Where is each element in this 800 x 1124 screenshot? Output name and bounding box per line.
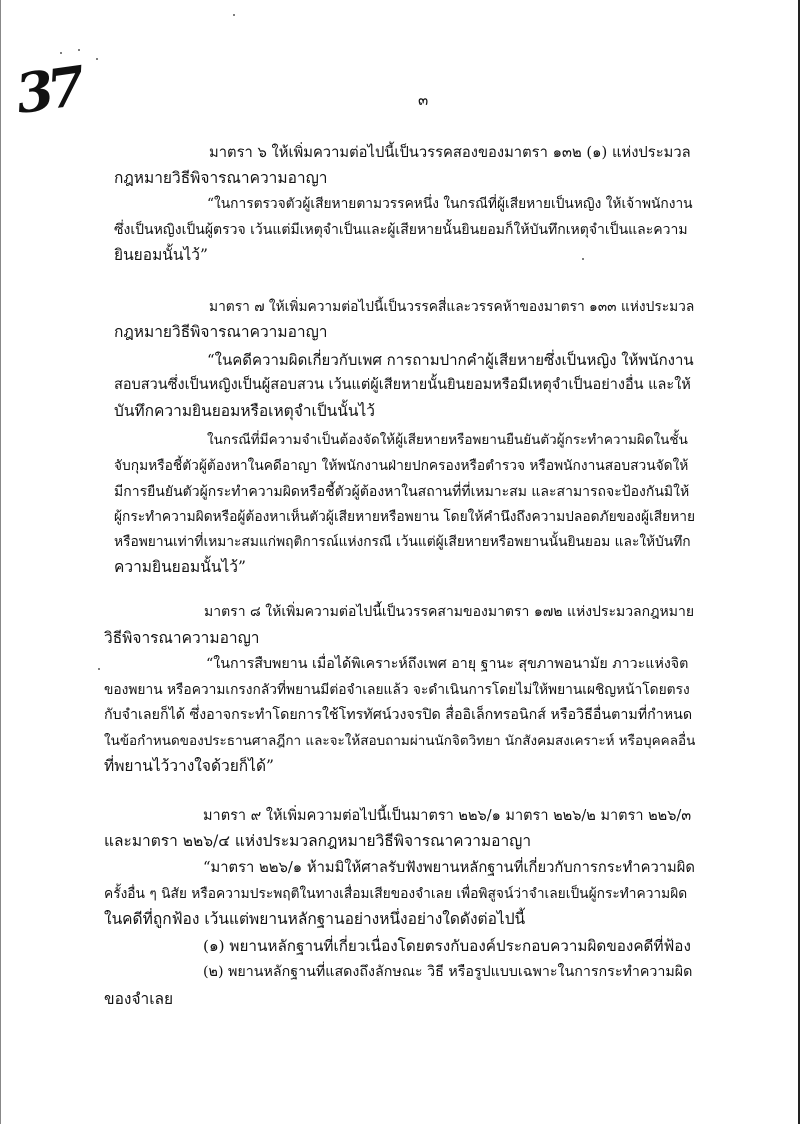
scan-speck bbox=[96, 58, 98, 60]
text-line: ครั้งอื่น ๆ นิสัย หรือความประพฤติในทางเสื่อมเสียของจำเลย เพื่อพิสูจน์ว่าจำเลยเป็นผู้กระทำความผิด bbox=[104, 886, 688, 902]
scan-speck bbox=[78, 49, 80, 51]
text-line: “ในการสืบพยาน เมื่อได้พิเคราะห์ถึงเพศ อายุ ฐานะ สุขภาพอนามัย ภาวะแห่งจิต bbox=[206, 656, 689, 672]
text-line: มาตรา ๙ ให้เพิ่มความต่อไปนี้เป็นมาตรา ๒๒๖/๑ มาตรา ๒๒๖/๒ มาตรา ๒๒๖/๓ bbox=[203, 808, 692, 824]
text-line: มาตรา ๗ ให้เพิ่มความต่อไปนี้เป็นวรรคสี่และวรรคห้าของมาตรา ๑๓๓ แห่งประมวล bbox=[209, 299, 695, 315]
text-line: วิธีพิจารณาความอาญา bbox=[104, 629, 260, 647]
scan-speck bbox=[98, 668, 100, 670]
text-line: กับจำเลยก็ได้ ซึ่งอาจกระทำโดยการใช้โทรทัศน์วงจรปิด สื่ออิเล็กทรอนิกส์ หรือวิธีอื่นตามที่กำหนด bbox=[104, 707, 693, 723]
text-line: บันทึกความยินยอมหรือเหตุจำเป็นนั้นไว้ bbox=[114, 402, 375, 420]
handwritten-page-mark: 37 bbox=[11, 53, 84, 127]
text-line: และมาตรา ๒๒๖/๔ แห่งประมวลกฎหมายวิธีพิจารณาความอาญา bbox=[104, 832, 532, 850]
text-line: ของพยาน หรือความเกรงกลัวที่พยานมีต่อจำเลยแล้ว จะดำเนินการโดยไม่ให้พยานเผชิญหน้าโดยตรง bbox=[104, 682, 690, 698]
text-line: สอบสวนซึ่งเป็นหญิงเป็นผู้สอบสวน เว้นแต่ผู้เสียหายนั้นยินยอมหรือมีเหตุจำเป็นอย่างอื่น และให้ bbox=[114, 377, 691, 393]
text-line: กฎหมายวิธีพิจารณาความอาญา bbox=[114, 323, 328, 341]
text-line: ที่พยานไว้วางใจด้วยก็ได้” bbox=[104, 757, 274, 775]
text-line: “ในคดีความผิดเกี่ยวกับเพศ การถามปากคำผู้เสียหายซึ่งเป็นหญิง ให้พนักงาน bbox=[207, 351, 694, 369]
text-line: ความยินยอมนั้นไว้” bbox=[114, 558, 246, 576]
text-line: จับกุมหรือชี้ตัวผู้ต้องหาในคดีอาญา ให้พนักงานฝ่ายปกครองหรือตำรวจ หรือพนักงานสอบสวนจัดให้ bbox=[114, 458, 689, 474]
text-line: กฎหมายวิธีพิจารณาความอาญา bbox=[114, 169, 328, 187]
text-line: ซึ่งเป็นหญิงเป็นผู้ตรวจ เว้นแต่มีเหตุจำเป็นและผู้เสียหายนั้นยินยอมก็ให้บันทึกเหตุจำเป็นและความ bbox=[114, 222, 688, 238]
text-line: ยินยอมนั้นไว้” bbox=[114, 246, 208, 264]
text-line: “ในการตรวจตัวผู้เสียหายตามวรรคหนึ่ง ในกรณีที่ผู้เสียหายเป็นหญิง ให้เจ้าพนักงาน bbox=[207, 196, 693, 212]
text-line: ในข้อกำหนดของประธานศาลฎีกา และจะให้สอบถามผ่านนักจิตวิทยา นักสังคมสงเคราะห์ หรือบุคคลอื่น bbox=[104, 733, 696, 749]
text-line: มีการยืนยันตัวผู้กระทำความผิดหรือชี้ตัวผู้ต้องหาในสถานที่ที่เหมาะสม และสามารถจะป้องกันมิให้ bbox=[114, 484, 690, 500]
scan-speck bbox=[582, 258, 584, 260]
text-line: มาตรา ๖ ให้เพิ่มความต่อไปนี้เป็นวรรคสองของมาตรา ๑๓๒ (๑) แห่งประมวล bbox=[209, 144, 691, 161]
text-line: (๒) พยานหลักฐานที่แสดงถึงลักษณะ วิธี หรือรูปแบบเฉพาะในการกระทำความผิด bbox=[203, 964, 693, 980]
text-line: ในคดีที่ถูกฟ้อง เว้นแต่พยานหลักฐานอย่างหนึ่งอย่างใดดังต่อไปนี้ bbox=[104, 910, 526, 928]
text-line: ผู้กระทำความผิดหรือผู้ต้องหาเห็นตัวผู้เสียหายหรือพยาน โดยให้คำนึงถึงความปลอดภัยของผู้เสียหาย bbox=[114, 509, 696, 525]
text-line: มาตรา ๘ ให้เพิ่มความต่อไปนี้เป็นวรรคสามของมาตรา ๑๗๒ แห่งประมวลกฎหมาย bbox=[204, 604, 695, 620]
text-line: “มาตรา ๒๒๖/๑ ห้ามมิให้ศาลรับฟังพยานหลักฐานที่เกี่ยวกับการกระทำความผิด bbox=[203, 859, 695, 876]
page-number: ๓ bbox=[418, 91, 429, 109]
scan-speck bbox=[60, 52, 62, 54]
scan-border-left bbox=[0, 0, 1, 1124]
scan-speck bbox=[233, 14, 235, 16]
text-line: (๑) พยานหลักฐานที่เกี่ยวเนื่องโดยตรงกับองค์ประกอบความผิดของคดีที่ฟ้อง bbox=[203, 937, 691, 955]
text-line: ของจำเลย bbox=[104, 990, 174, 1008]
text-line: ในกรณีที่มีความจำเป็นต้องจัดให้ผู้เสียหายหรือพยานยืนยันตัวผู้กระทำความผิดในชั้น bbox=[207, 432, 688, 448]
text-line: หรือพยานเท่าที่เหมาะสมแก่พฤติการณ์แห่งกรณี เว้นแต่ผู้เสียหายหรือพยานนั้นยินยอม และให้บันทึก bbox=[114, 534, 691, 550]
